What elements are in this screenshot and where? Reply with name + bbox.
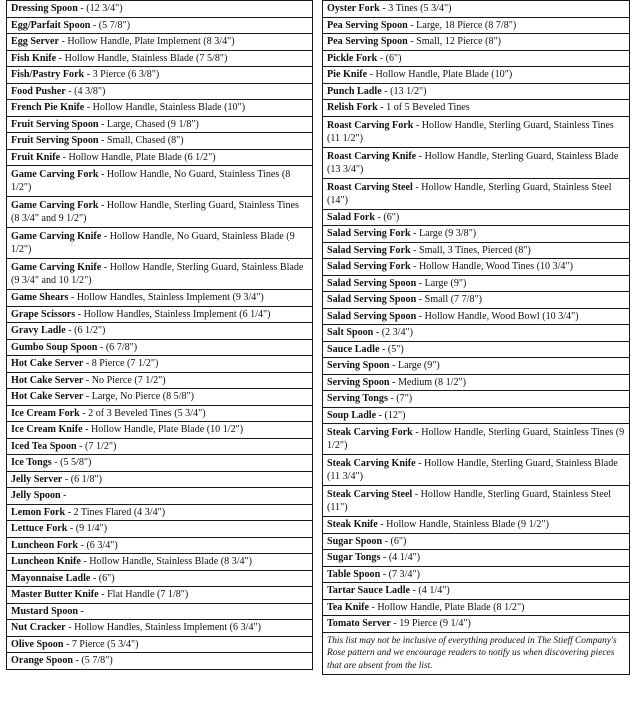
item-description: - Hollow Handle, Sterling Guard, Stainless Tines (11 1/2") bbox=[327, 119, 614, 144]
right-table bbox=[322, 0, 630, 633]
item-description: - (4 3/8") bbox=[65, 85, 106, 97]
item-description: - (2 3/4") bbox=[373, 327, 414, 338]
list-item bbox=[7, 116, 313, 133]
item-description: - 19 Pierce (9 1/4") bbox=[390, 618, 471, 629]
table-row bbox=[7, 356, 313, 373]
list-item bbox=[7, 554, 313, 571]
table-row bbox=[323, 599, 630, 616]
table-row bbox=[7, 389, 313, 406]
item-name: Game Carving Fork bbox=[11, 200, 99, 211]
item-name: Orange Spoon bbox=[11, 655, 73, 666]
item-description: - 8 Pierce (7 1/2") bbox=[83, 358, 159, 369]
list-item bbox=[323, 1, 630, 18]
list-item bbox=[323, 50, 630, 67]
left-table bbox=[6, 0, 313, 670]
item-name: Jelly Server bbox=[11, 473, 63, 485]
table-row bbox=[7, 306, 313, 323]
table-row bbox=[323, 34, 630, 51]
table-row bbox=[323, 83, 630, 100]
list-item bbox=[7, 228, 313, 259]
item-description: - Hollow Handle, No Guard, Stainless Tines (8 1/2") bbox=[11, 169, 291, 193]
list-item bbox=[7, 290, 313, 307]
table-row bbox=[7, 422, 313, 439]
item-name: Game Shears bbox=[11, 292, 69, 303]
list-item bbox=[7, 306, 313, 323]
table-row bbox=[7, 228, 313, 259]
table-row bbox=[323, 292, 630, 309]
item-description: - (12") bbox=[376, 409, 406, 421]
item-name: Roast Carving Knife bbox=[327, 150, 417, 162]
table-row bbox=[7, 372, 313, 389]
item-description: - Hollow Handles, Stainless Implement (6 3/4") bbox=[65, 622, 261, 633]
item-description: - Hollow Handle, Wood Bowl (10 3/4") bbox=[416, 310, 579, 322]
item-name: Master Butter Knife bbox=[11, 589, 99, 600]
table-row bbox=[323, 226, 630, 243]
item-name: Relish Fork bbox=[327, 102, 378, 113]
list-item bbox=[7, 603, 313, 620]
table-row bbox=[323, 550, 630, 567]
table-row bbox=[7, 504, 313, 521]
item-name: Punch Ladle bbox=[327, 85, 382, 97]
item-description: - Hollow Handle, Wood Tines (10 3/4") bbox=[410, 261, 573, 272]
table-row bbox=[323, 424, 630, 455]
item-name: Salad Serving Fork bbox=[327, 261, 411, 272]
list-item bbox=[323, 292, 630, 309]
list-item bbox=[323, 533, 630, 550]
left-column bbox=[6, 0, 313, 670]
item-name: Serving Spoon bbox=[327, 360, 390, 371]
list-item bbox=[323, 147, 630, 178]
list-item bbox=[323, 325, 630, 342]
table-row bbox=[7, 636, 313, 653]
table-row bbox=[323, 358, 630, 375]
table-row bbox=[7, 323, 313, 340]
item-name: Fish/Pastry Fork bbox=[11, 69, 85, 80]
item-description: - 3 Pierce (6 3/8") bbox=[84, 69, 160, 80]
item-description: - (6 1/8") bbox=[62, 473, 103, 485]
list-item bbox=[323, 242, 630, 259]
table-row bbox=[323, 517, 630, 534]
item-name: Fruit Knife bbox=[11, 151, 61, 163]
item-name: Luncheon Fork bbox=[11, 539, 79, 551]
item-description: - Small (7 7/8") bbox=[416, 294, 482, 305]
item-description: - Hollow Handle, Sterling Guard, Stainless Tines (8 3/4" and 9 1/2") bbox=[11, 200, 299, 224]
item-name: Olive Spoon bbox=[11, 638, 64, 650]
item-name: Steak Carving Steel bbox=[327, 489, 413, 500]
item-description: - Large, 18 Pierce (8 7/8") bbox=[407, 19, 517, 31]
list-item bbox=[323, 486, 630, 517]
table-row bbox=[323, 583, 630, 600]
list-item bbox=[323, 83, 630, 100]
item-description: - (6") bbox=[90, 572, 115, 584]
item-description: - 2 of 3 Beveled Tines (5 3/4") bbox=[79, 407, 206, 419]
right-column bbox=[322, 0, 630, 675]
table-row bbox=[7, 405, 313, 422]
footnote: This list may not be inclusive of everything produced in The Stieff Company's Rose pattern and we encourage readers to notify us when discovering pieces that are absent from the list. bbox=[322, 633, 630, 676]
table-row bbox=[7, 149, 313, 166]
item-name: Gravy Ladle bbox=[11, 325, 66, 336]
list-item bbox=[323, 341, 630, 358]
item-name: Salt Spoon bbox=[327, 327, 374, 338]
item-name: Salad Serving Spoon bbox=[327, 277, 417, 289]
table-row bbox=[7, 100, 313, 117]
list-item bbox=[323, 226, 630, 243]
item-name: Pie Knife bbox=[327, 69, 368, 80]
list-item bbox=[7, 405, 313, 422]
item-name: Dressing Spoon bbox=[11, 3, 78, 14]
item-name: Pea Serving Spoon bbox=[327, 19, 408, 31]
item-description: - (7 3/4") bbox=[380, 568, 420, 580]
item-description: - Hollow Handles, Stainless Implement (9 3/4") bbox=[68, 292, 264, 303]
list-item bbox=[7, 149, 313, 166]
list-item bbox=[7, 636, 313, 653]
item-name: Tomato Server bbox=[327, 618, 391, 629]
item-description: - (6") bbox=[377, 52, 402, 64]
list-item bbox=[323, 275, 630, 292]
table-row bbox=[323, 391, 630, 408]
table-row bbox=[7, 1, 313, 18]
list-item bbox=[7, 17, 313, 34]
item-name: Soup Ladle bbox=[327, 409, 377, 421]
item-name: Ice Tongs bbox=[11, 457, 52, 468]
item-name: Game Carving Knife bbox=[11, 262, 102, 273]
item-name: Egg Server bbox=[11, 36, 59, 47]
item-name: Roast Carving Steel bbox=[327, 181, 413, 193]
item-name: Hot Cake Server bbox=[11, 358, 84, 369]
table-row bbox=[7, 83, 313, 100]
list-item bbox=[7, 100, 313, 117]
item-description: - Hollow Handle, Sterling Guard, Stainless Tines (9 1/2") bbox=[327, 427, 625, 451]
item-name: Oyster Fork bbox=[327, 3, 380, 14]
table-row bbox=[7, 488, 313, 505]
item-description: - (12 3/4") bbox=[77, 3, 123, 14]
item-name: Roast Carving Fork bbox=[327, 119, 414, 131]
list-item bbox=[7, 488, 313, 505]
table-row bbox=[7, 653, 313, 670]
table-row bbox=[323, 116, 630, 147]
item-description: - (6 7/8") bbox=[97, 341, 138, 353]
item-description: - (13 1/2") bbox=[381, 85, 427, 97]
list-item bbox=[7, 133, 313, 150]
item-description: - Large (9") bbox=[389, 360, 440, 371]
list-item bbox=[7, 653, 313, 670]
table-row bbox=[7, 17, 313, 34]
table-row bbox=[7, 587, 313, 604]
item-name: Serving Spoon bbox=[327, 376, 390, 388]
list-item bbox=[323, 455, 630, 486]
list-item bbox=[323, 616, 630, 633]
list-item bbox=[323, 566, 630, 583]
table-row bbox=[323, 50, 630, 67]
list-item bbox=[323, 308, 630, 325]
list-item bbox=[7, 323, 313, 340]
table-row bbox=[7, 471, 313, 488]
table-row bbox=[7, 554, 313, 571]
list-item bbox=[323, 550, 630, 567]
list-item bbox=[7, 83, 313, 100]
item-description: - (6") bbox=[382, 535, 407, 547]
table-row bbox=[323, 325, 630, 342]
item-description: - Medium (8 1/2") bbox=[389, 376, 466, 388]
table-row bbox=[323, 147, 630, 178]
item-name: French Pie Knife bbox=[11, 102, 85, 113]
table-row bbox=[323, 533, 630, 550]
list-item bbox=[7, 34, 313, 51]
item-name: Serving Tongs bbox=[327, 393, 388, 404]
item-description: - Large (9 3/8") bbox=[410, 228, 477, 239]
list-item bbox=[323, 209, 630, 226]
item-name: Table Spoon bbox=[327, 568, 381, 580]
list-item bbox=[323, 358, 630, 375]
item-name: Steak Knife bbox=[327, 519, 378, 530]
list-item bbox=[323, 34, 630, 51]
item-name: Sugar Tongs bbox=[327, 552, 381, 563]
item-description: - bbox=[78, 605, 84, 617]
item-description: - Hollow Handle, Sterling Guard, Stainless Steel (11") bbox=[327, 489, 611, 513]
list-item bbox=[7, 50, 313, 67]
list-item bbox=[7, 389, 313, 406]
item-description: - 1 of 5 Beveled Tines bbox=[377, 102, 470, 113]
table-row bbox=[7, 339, 313, 356]
item-description: - 2 Tines Flared (4 3/4") bbox=[65, 506, 166, 518]
item-description: - Hollow Handle, Stainless Blade (10") bbox=[84, 102, 246, 113]
item-description: - (4 1/4") bbox=[380, 552, 421, 563]
table-row bbox=[323, 308, 630, 325]
table-row bbox=[323, 100, 630, 117]
list-item bbox=[7, 504, 313, 521]
list-item bbox=[7, 587, 313, 604]
table-row bbox=[7, 116, 313, 133]
table-row bbox=[323, 1, 630, 18]
list-item bbox=[323, 67, 630, 84]
item-description: - Hollow Handle, Plate Blade (6 1/2") bbox=[60, 151, 216, 163]
item-name: Pickle Fork bbox=[327, 52, 378, 64]
item-description: - Small, Chased (8") bbox=[98, 135, 184, 146]
list-item bbox=[7, 166, 313, 197]
item-description: - (5 7/8") bbox=[90, 19, 131, 31]
item-name: Lettuce Fork bbox=[11, 523, 68, 534]
list-item bbox=[7, 422, 313, 439]
table-row bbox=[7, 438, 313, 455]
item-name: Fish Knife bbox=[11, 52, 57, 64]
table-row bbox=[7, 133, 313, 150]
item-description: - Hollow Handle, Sterling Guard, Stainless Blade (13 3/4") bbox=[327, 150, 619, 175]
item-name: Iced Tea Spoon bbox=[11, 440, 77, 452]
item-description: - Small, 12 Pierce (8") bbox=[407, 36, 502, 47]
table-row bbox=[7, 197, 313, 228]
table-row bbox=[323, 17, 630, 34]
table-row bbox=[323, 259, 630, 276]
item-description: - Hollow Handle, Stainless Blade (8 3/4") bbox=[80, 556, 253, 567]
item-description: - Large, No Pierce (8 5/8") bbox=[83, 391, 195, 402]
table-row bbox=[323, 178, 630, 209]
item-name: Sauce Ladle bbox=[327, 343, 380, 355]
item-name: Luncheon Knife bbox=[11, 556, 81, 567]
item-name: Game Carving Knife bbox=[11, 231, 102, 242]
item-description: - Hollow Handles, Stainless Implement (6 1/4") bbox=[75, 308, 271, 320]
item-description: - 7 Pierce (5 3/4") bbox=[63, 638, 139, 650]
table-row bbox=[7, 455, 313, 472]
list-item bbox=[323, 116, 630, 147]
table-row bbox=[323, 374, 630, 391]
table-row bbox=[323, 407, 630, 424]
table-row bbox=[7, 259, 313, 290]
item-name: Gumbo Soup Spoon bbox=[11, 341, 98, 353]
item-description: - Hollow Handle, Sterling Guard, Stainless Blade (9 3/4" and 10 1/2") bbox=[11, 262, 304, 286]
table-row bbox=[7, 537, 313, 554]
item-description: - Hollow Handle, No Guard, Stainless Blade (9 1/2") bbox=[11, 231, 295, 255]
item-name: Fruit Serving Spoon bbox=[11, 118, 99, 130]
list-item bbox=[7, 455, 313, 472]
list-item bbox=[7, 620, 313, 637]
table-row bbox=[323, 275, 630, 292]
item-name: Tea Knife bbox=[327, 601, 369, 613]
item-name: Pea Serving Spoon bbox=[327, 36, 408, 47]
list-item bbox=[7, 67, 313, 84]
item-description: - Hollow Handle, Stainless Blade (9 1/2") bbox=[377, 519, 549, 530]
item-description: - Hollow Handle, Plate Blade (10 1/2") bbox=[82, 424, 244, 435]
item-description: - (6") bbox=[374, 211, 400, 223]
list-item bbox=[7, 438, 313, 455]
list-item bbox=[323, 17, 630, 34]
item-description: - (4 1/4") bbox=[410, 585, 450, 596]
list-item bbox=[7, 537, 313, 554]
item-description: - Large (9") bbox=[416, 277, 467, 289]
item-name: Jelly Spoon bbox=[11, 490, 61, 501]
item-description: - (6 1/2") bbox=[65, 325, 106, 336]
table-row bbox=[323, 566, 630, 583]
item-description: - (5") bbox=[379, 343, 404, 355]
item-name: Mayonnaise Ladle bbox=[11, 572, 91, 584]
item-name: Steak Carving Fork bbox=[327, 427, 413, 438]
item-description: - Small, 3 Tines, Pierced (8") bbox=[410, 244, 531, 256]
list-item bbox=[323, 374, 630, 391]
table-row bbox=[7, 67, 313, 84]
item-description: - (9 1/4") bbox=[67, 523, 108, 534]
item-name: Salad Serving Spoon bbox=[327, 294, 417, 305]
table-row bbox=[7, 290, 313, 307]
list-item bbox=[7, 372, 313, 389]
list-item bbox=[323, 259, 630, 276]
list-item bbox=[323, 178, 630, 209]
list-item bbox=[7, 197, 313, 228]
item-name: Salad Serving Fork bbox=[327, 228, 411, 239]
table-row bbox=[7, 570, 313, 587]
item-name: Game Carving Fork bbox=[11, 169, 99, 180]
list-item bbox=[7, 356, 313, 373]
table-row bbox=[323, 616, 630, 633]
item-description: - Hollow Handle, Sterling Guard, Stainless Blade (11 3/4") bbox=[327, 458, 618, 482]
item-name: Lemon Fork bbox=[11, 506, 66, 518]
item-description: - (5 7/8") bbox=[72, 655, 113, 666]
item-description: - 3 Tines (5 3/4") bbox=[379, 3, 452, 14]
table-row bbox=[323, 455, 630, 486]
list-item bbox=[7, 339, 313, 356]
item-name: Food Pusher bbox=[11, 85, 66, 97]
list-item bbox=[7, 1, 313, 18]
table-row bbox=[7, 34, 313, 51]
table-row bbox=[323, 486, 630, 517]
item-description: - Flat Handle (7 1/8") bbox=[98, 589, 189, 600]
item-name: Nut Cracker bbox=[11, 622, 66, 633]
table-row bbox=[7, 620, 313, 637]
list-item bbox=[323, 583, 630, 600]
table-row bbox=[7, 521, 313, 538]
item-description: - Hollow Handle, Plate Blade (8 1/2") bbox=[368, 601, 525, 613]
item-description: - Large, Chased (9 1/8") bbox=[98, 118, 199, 130]
item-description: - (7") bbox=[387, 393, 413, 404]
item-description: - bbox=[60, 490, 67, 501]
item-name: Egg/Parfait Spoon bbox=[11, 19, 91, 31]
item-description: - (6 3/4") bbox=[78, 539, 118, 551]
table-row bbox=[323, 209, 630, 226]
item-description: - (7 1/2") bbox=[76, 440, 117, 452]
table-row bbox=[323, 341, 630, 358]
table-row bbox=[7, 603, 313, 620]
item-name: Steak Carving Knife bbox=[327, 458, 416, 469]
list-item bbox=[7, 570, 313, 587]
table-row bbox=[7, 50, 313, 67]
list-item bbox=[7, 521, 313, 538]
table-row bbox=[7, 166, 313, 197]
table-row bbox=[323, 242, 630, 259]
list-item bbox=[323, 424, 630, 455]
item-description: - Hollow Handle, Plate Blade (10") bbox=[367, 69, 513, 80]
item-name: Salad Serving Fork bbox=[327, 244, 411, 256]
list-item bbox=[323, 100, 630, 117]
list-item bbox=[323, 407, 630, 424]
list-item bbox=[323, 517, 630, 534]
item-name: Hot Cake Server bbox=[11, 391, 84, 402]
item-name: Salad Serving Spoon bbox=[327, 310, 417, 322]
list-item bbox=[323, 391, 630, 408]
item-name: Hot Cake Server bbox=[11, 374, 84, 386]
item-name: Ice Cream Knife bbox=[11, 424, 83, 435]
item-name: Grape Scissors bbox=[11, 308, 76, 320]
list-item bbox=[323, 599, 630, 616]
item-name: Fruit Serving Spoon bbox=[11, 135, 99, 146]
item-name: Mustard Spoon bbox=[11, 605, 79, 617]
item-description: - Hollow Handle, Plate Implement (8 3/4") bbox=[58, 36, 235, 47]
item-name: Tartar Sauce Ladle bbox=[327, 585, 410, 596]
item-name: Sugar Spoon bbox=[327, 535, 383, 547]
table-row bbox=[323, 67, 630, 84]
item-description: - Hollow Handle, Sterling Guard, Stainless Steel (14") bbox=[327, 181, 612, 206]
list-item bbox=[7, 259, 313, 290]
list-item bbox=[7, 471, 313, 488]
item-description: - No Pierce (7 1/2") bbox=[83, 374, 166, 386]
item-description: - Hollow Handle, Stainless Blade (7 5/8") bbox=[56, 52, 228, 64]
item-name: Ice Cream Fork bbox=[11, 407, 80, 419]
item-description: - (5 5/8") bbox=[51, 457, 92, 468]
item-name: Salad Fork bbox=[327, 211, 375, 223]
